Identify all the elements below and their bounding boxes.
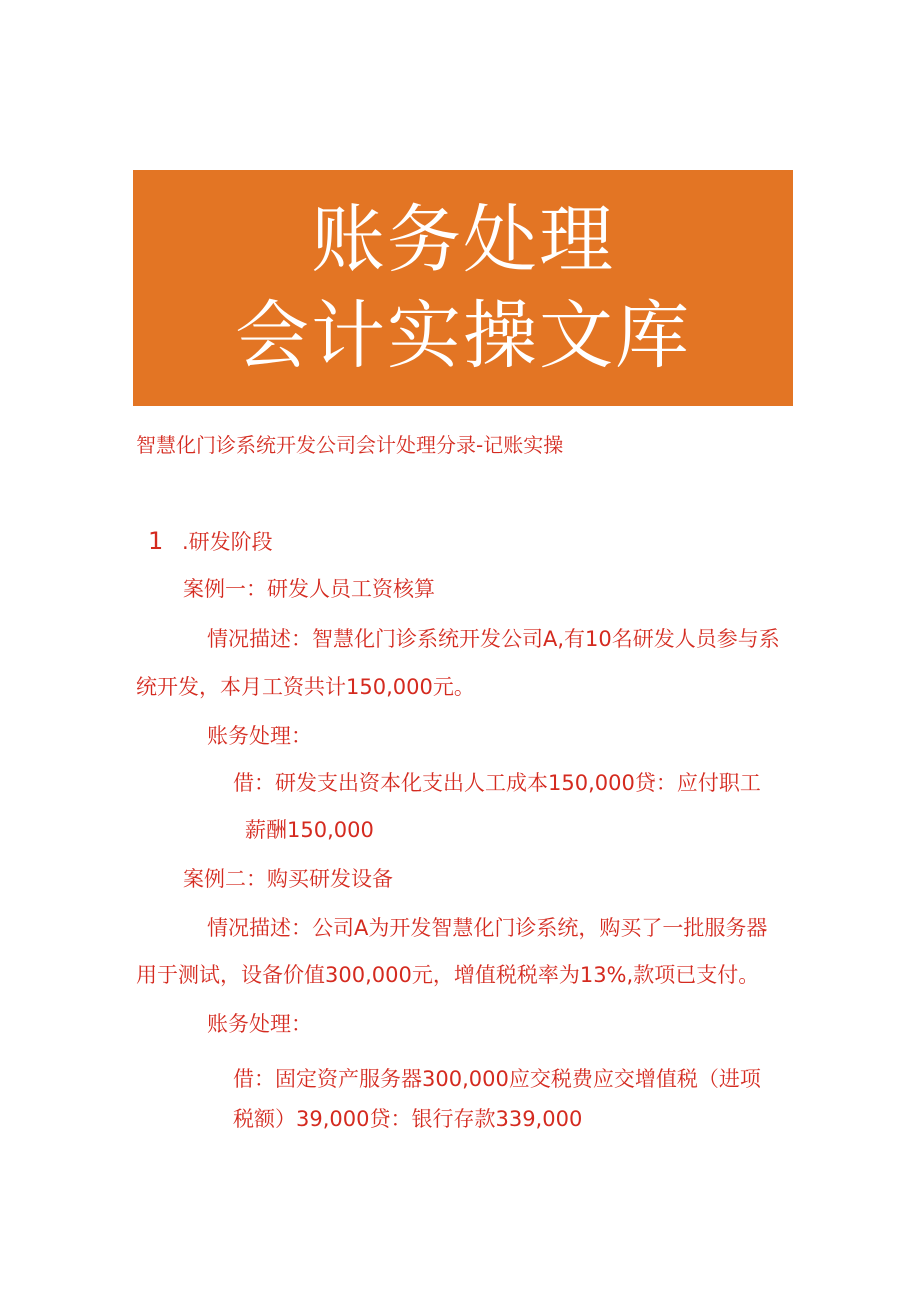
case1-description-line-2: 统开发，本月工资共计150,000元。 <box>136 675 475 699</box>
case1-entry-line-2: 薪酬150,000 <box>245 818 374 842</box>
case2-title: 案例二：购买研发设备 <box>183 867 393 891</box>
case1-description-line-1: 情况描述：智慧化门诊系统开发公司A,有10名研发人员参与系 <box>207 627 780 651</box>
case1-entry-line-1: 借：研发支出资本化支出人工成本150,000贷：应付职工 <box>233 771 761 795</box>
section-heading <box>148 526 273 557</box>
case1-treatment-label: 账务处理： <box>207 724 312 748</box>
section-number: 1 <box>148 527 164 555</box>
case2-description-line-2: 用于测试，设备价值300,000元，增值税税率为13%,款项已支付。 <box>136 963 760 987</box>
case2-description-line-1: 情况描述：公司A为开发智慧化门诊系统，购买了一批服务器 <box>207 916 768 940</box>
document-subtitle: 智慧化门诊系统开发公司会计处理分录-记账实操 <box>136 433 564 457</box>
section-title: .研发阶段 <box>181 530 273 554</box>
case2-entry-line-2: 税额）39,000贷：银行存款339,000 <box>233 1107 583 1131</box>
title-banner <box>133 170 793 406</box>
banner-title-line-1: 账务处理 <box>311 197 615 283</box>
banner-title-line-2: 会计实操文库 <box>235 293 691 379</box>
case2-treatment-label: 账务处理： <box>207 1012 312 1036</box>
case1-title: 案例一：研发人员工资核算 <box>183 577 435 601</box>
case2-entry-line-1: 借：固定资产服务器300,000应交税费应交增值税（进项 <box>233 1067 761 1091</box>
